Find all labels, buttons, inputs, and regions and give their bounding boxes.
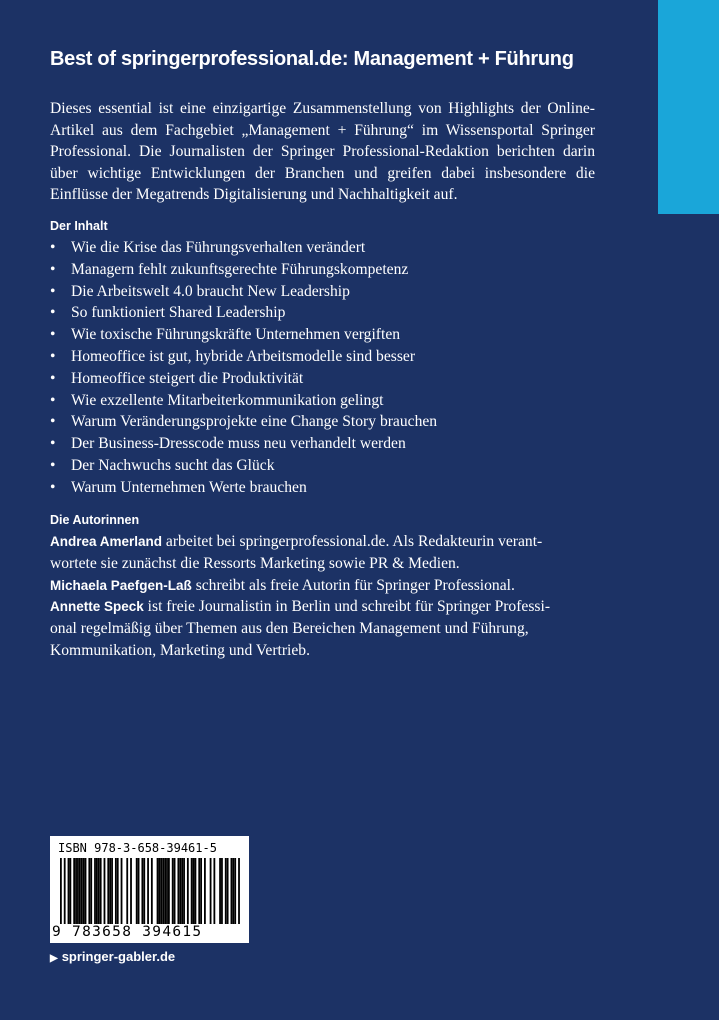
barcode-bar xyxy=(195,858,197,924)
publisher-website[interactable] xyxy=(50,949,175,964)
barcode-bar xyxy=(234,858,236,924)
barcode-bar xyxy=(75,858,77,924)
author-line xyxy=(50,575,595,597)
isbn-label: ISBN 978-3-658-39461-5 xyxy=(58,841,217,855)
author-line xyxy=(50,531,595,553)
barcode-bar xyxy=(79,858,81,924)
barcode-bar xyxy=(141,858,143,924)
barcode-bar xyxy=(85,858,87,924)
barcode-bar xyxy=(138,858,140,924)
list-item: • Die Arbeitswelt 4.0 braucht New Leadership xyxy=(50,281,595,303)
barcode-bar xyxy=(115,858,117,924)
contents-heading: Der Inhalt xyxy=(50,219,108,233)
barcode-bar xyxy=(69,858,71,924)
barcode-bar xyxy=(98,858,100,924)
barcode-digits: 9 783658 394615 xyxy=(52,924,203,940)
barcode-bar xyxy=(94,858,96,924)
authors-heading: Die Autorinnen xyxy=(50,513,140,527)
barcode-bar xyxy=(107,858,109,924)
contents-list xyxy=(50,237,595,499)
barcode-bar xyxy=(157,858,159,924)
list-item: • Der Nachwuchs sucht das Glück xyxy=(50,455,595,477)
list-item: • Homeoffice ist gut, hybride Arbeitsmodelle sind besser xyxy=(50,346,595,368)
author-bio: Kommunikation, Marketing und Vertrieb. xyxy=(50,641,310,659)
barcode-bar xyxy=(231,858,233,924)
barcode-bar xyxy=(183,858,185,924)
barcode-bar xyxy=(191,858,193,924)
barcode-bar xyxy=(151,858,153,924)
author-name: Annette Speck xyxy=(50,599,144,615)
intro-paragraph: Dieses essential ist eine einzigartige Zusammenstellung von Highlights der Online-Artikel aus dem Fachgebiet „Management + Führung“ im Wissensportal Springer Professional. Die Journalisten der Springer Professional-Redaktion berichten darin über wichtige Entwicklungen der Branchen und greifen dabei insbesondere die Einflüsse der Megatrends Digitalisierung und Nachhaltigkeit auf. xyxy=(50,100,595,203)
barcode-bar xyxy=(219,858,221,924)
barcode-bar xyxy=(227,858,229,924)
barcode-bar xyxy=(136,858,138,924)
barcode-bar xyxy=(172,858,174,924)
list-item: • Homeoffice steigert die Produktivität xyxy=(50,368,595,390)
barcode-bar xyxy=(83,858,85,924)
barcode-bar xyxy=(100,858,102,924)
barcode-bar xyxy=(143,858,145,924)
list-item: • Managern fehlt zukunftsgerechte Führungskompetenz xyxy=(50,259,595,281)
barcode-bar xyxy=(117,858,119,924)
barcode-bars xyxy=(60,858,240,926)
author-line xyxy=(50,640,595,662)
barcode-bar xyxy=(81,858,83,924)
barcode-bar xyxy=(126,858,128,924)
barcode-bar xyxy=(221,858,223,924)
barcode-bar xyxy=(177,858,179,924)
barcode-bar xyxy=(73,858,75,924)
page-title: Best of springerprofessional.de: Management + Führung xyxy=(50,48,574,70)
play-arrow-icon: ▶ xyxy=(50,953,58,964)
list-item: • Wie toxische Führungskräfte Unternehmen vergiften xyxy=(50,324,595,346)
list-item: • Warum Veränderungsprojekte eine Change Story brauchen xyxy=(50,411,595,433)
author-name: Andrea Amerland xyxy=(50,534,163,549)
barcode-bar xyxy=(147,858,149,924)
author-bio: onal regelmäßig über Themen aus den Bereichen Management und Führung, xyxy=(50,620,529,638)
barcode-bar xyxy=(179,858,181,924)
barcode-bar xyxy=(174,858,176,924)
barcode-bar xyxy=(232,858,234,924)
barcode-bar xyxy=(90,858,92,924)
accent-bar xyxy=(658,0,719,214)
barcode-bar xyxy=(168,858,170,924)
barcode-bar xyxy=(64,858,66,924)
authors-text xyxy=(50,531,595,662)
barcode-bar xyxy=(159,858,161,924)
list-item: • Wie exzellente Mitarbeiterkommunikation gelingt xyxy=(50,390,595,412)
barcode-bar xyxy=(104,858,106,924)
barcode-bar xyxy=(130,858,132,924)
list-item: • Warum Unternehmen Werte brauchen xyxy=(50,477,595,499)
barcode-bar xyxy=(210,858,212,924)
barcode-bar xyxy=(198,858,200,924)
barcode-bar xyxy=(238,858,240,924)
barcode-bar xyxy=(60,858,62,924)
author-bio: schreibt als freie Autorin für Springer Professional. xyxy=(191,576,515,594)
barcode-bar xyxy=(225,858,227,924)
author-line xyxy=(50,618,595,640)
barcode-bar xyxy=(111,858,113,924)
author-name: Michaela Paefgen-Laß xyxy=(50,577,192,593)
barcode-bar xyxy=(160,858,162,924)
barcode-bar xyxy=(213,858,215,924)
barcode-bar xyxy=(193,858,195,924)
list-item: • So funktioniert Shared Leadership xyxy=(50,302,595,324)
barcode-bar xyxy=(181,858,183,924)
author-bio: wortete sie zunächst die Ressorts Marketing sowie PR & Medien. xyxy=(50,554,460,572)
barcode-bar xyxy=(88,858,90,924)
barcode-bar xyxy=(68,858,70,924)
list-item: • Der Business-Dresscode muss neu verhandelt werden xyxy=(50,433,595,455)
barcode-bar xyxy=(162,858,164,924)
barcode-bar xyxy=(164,858,166,924)
barcode-bar xyxy=(96,858,98,924)
barcode-bar xyxy=(121,858,123,924)
author-bio: arbeitet bei springerprofessional.de. Als Redakteurin verant- xyxy=(162,533,543,550)
author-bio: ist freie Journalistin in Berlin und schreibt für Springer Professi- xyxy=(143,598,551,616)
author-line xyxy=(50,553,595,575)
barcode-bar xyxy=(187,858,189,924)
barcode-bar xyxy=(109,858,111,924)
barcode-bar xyxy=(77,858,79,924)
website-label: springer-gabler.de xyxy=(61,949,176,964)
barcode-bar xyxy=(200,858,202,924)
author-line xyxy=(50,596,595,618)
barcode-bar xyxy=(204,858,206,924)
barcode-bar xyxy=(166,858,168,924)
list-item: • Wie die Krise das Führungsverhalten verändert xyxy=(50,237,595,259)
isbn-barcode xyxy=(50,836,249,943)
